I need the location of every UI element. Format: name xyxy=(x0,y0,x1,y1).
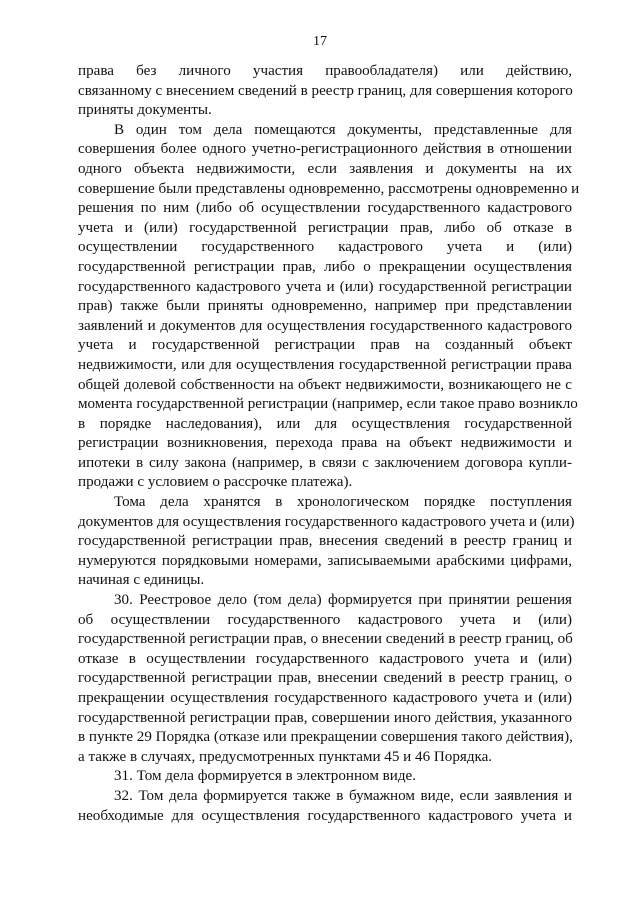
paragraph-line: 32. Том дела формируется также в бумажном виде, если заявления и xyxy=(114,787,572,804)
paragraph-line: в порядке наследования), или для осуществления государственной xyxy=(78,415,572,432)
paragraph-line: государственной регистрации прав, внесения сведений в реестр границ и xyxy=(78,533,572,550)
paragraph-line: общей долевой собственности на объект недвижимости, возникающего не с xyxy=(78,376,572,393)
paragraph xyxy=(78,591,572,767)
paragraph-line: об осуществлении государственного кадастрового учета и (или) xyxy=(78,611,572,628)
paragraph-line: необходимые для осуществления государственного кадастрового учета и xyxy=(78,807,572,824)
paragraph-line: начиная с единицы. xyxy=(78,572,205,589)
paragraph-line: государственной регистрации прав, либо о прекращении осуществления xyxy=(78,258,572,275)
paragraph-line: государственной регистрации прав, совершении иного действия, указанного xyxy=(78,709,572,726)
paragraph-line: В один том дела помещаются документы, представленные для xyxy=(114,121,572,138)
paragraph-line: связанному с внесением сведений в реестр границ, для совершения которого xyxy=(78,82,573,99)
paragraph-line: учета и государственной регистрации прав на созданный объект xyxy=(78,337,572,354)
paragraph-line: Тома дела хранятся в хронологическом порядке поступления xyxy=(114,494,572,511)
paragraph-line: регистрации возникновения, перехода права на объект недвижимости и xyxy=(78,435,572,452)
paragraph xyxy=(78,787,572,826)
paragraph-line: учета и (или) государственной регистрации прав, либо об отказе в xyxy=(78,219,572,236)
paragraph-line: государственной регистрации прав, о внесении сведений в реестр границ, об xyxy=(78,631,573,648)
paragraph-line: государственной регистрации прав, внесении сведений в реестр границ, о xyxy=(78,670,572,687)
paragraph-line: документов для осуществления государственного кадастрового учета и (или) xyxy=(78,513,575,530)
paragraph-line: совершение были представлены одновременно, рассмотрены одновременно и xyxy=(78,180,580,197)
paragraph-line: ипотеки в силу закона (например, в связи с заключением договора купли- xyxy=(78,454,572,471)
paragraph-line: а также в случаях, предусмотренных пунктами 45 и 46 Порядка. xyxy=(78,748,493,765)
paragraph-line: прав) также были приняты одновременно, например при представлении xyxy=(78,298,572,315)
paragraph-line: решения по ним (либо об осуществлении государственного кадастрового xyxy=(78,200,572,217)
page-number: 17 xyxy=(313,34,327,49)
paragraph-line: нумеруются порядковыми номерами, записываемыми арабскими цифрами, xyxy=(78,552,572,569)
paragraph-line: прекращении осуществления государственного кадастрового учета и (или) xyxy=(78,690,572,706)
paragraph-line: заявлений и документов для осуществления государственного кадастрового xyxy=(78,317,572,334)
paragraph-line: в пункте 29 Порядка (отказе или прекращении совершения такого действия), xyxy=(78,729,573,746)
paragraph-line: 31. Том дела формируется в электронном виде. xyxy=(114,768,416,785)
paragraph-line: отказе в осуществлении государственного кадастрового учета и (или) xyxy=(78,650,572,667)
document-body xyxy=(78,62,580,826)
paragraph xyxy=(78,493,575,591)
paragraph-line: одного объекта недвижимости, если заявления и документы на их xyxy=(78,160,572,177)
paragraph-line: государственного кадастрового учета и (или) государственной регистрации xyxy=(78,278,572,295)
paragraph-line: момента государственной регистрации (например, если такое право возникло xyxy=(78,396,578,413)
paragraph-line: продажи с условием о рассрочке платежа). xyxy=(78,474,353,491)
paragraph-line: совершения более одного учетно-регистрационного действия в отношении xyxy=(78,141,572,158)
paragraph-line: осуществлении государственного кадастрового учета и (или) xyxy=(78,239,572,256)
paragraph-line: недвижимости, или для осуществления государственной регистрации права xyxy=(78,356,572,373)
paragraph-line: 30. Реестровое дело (том дела) формируется при принятии решения xyxy=(114,592,572,609)
paragraph xyxy=(78,62,572,121)
paragraph xyxy=(78,121,580,493)
paragraph-line: права без личного участия правообладателя) или действию, xyxy=(78,63,572,79)
paragraph xyxy=(78,767,572,787)
paragraph-line: приняты документы. xyxy=(78,102,212,119)
